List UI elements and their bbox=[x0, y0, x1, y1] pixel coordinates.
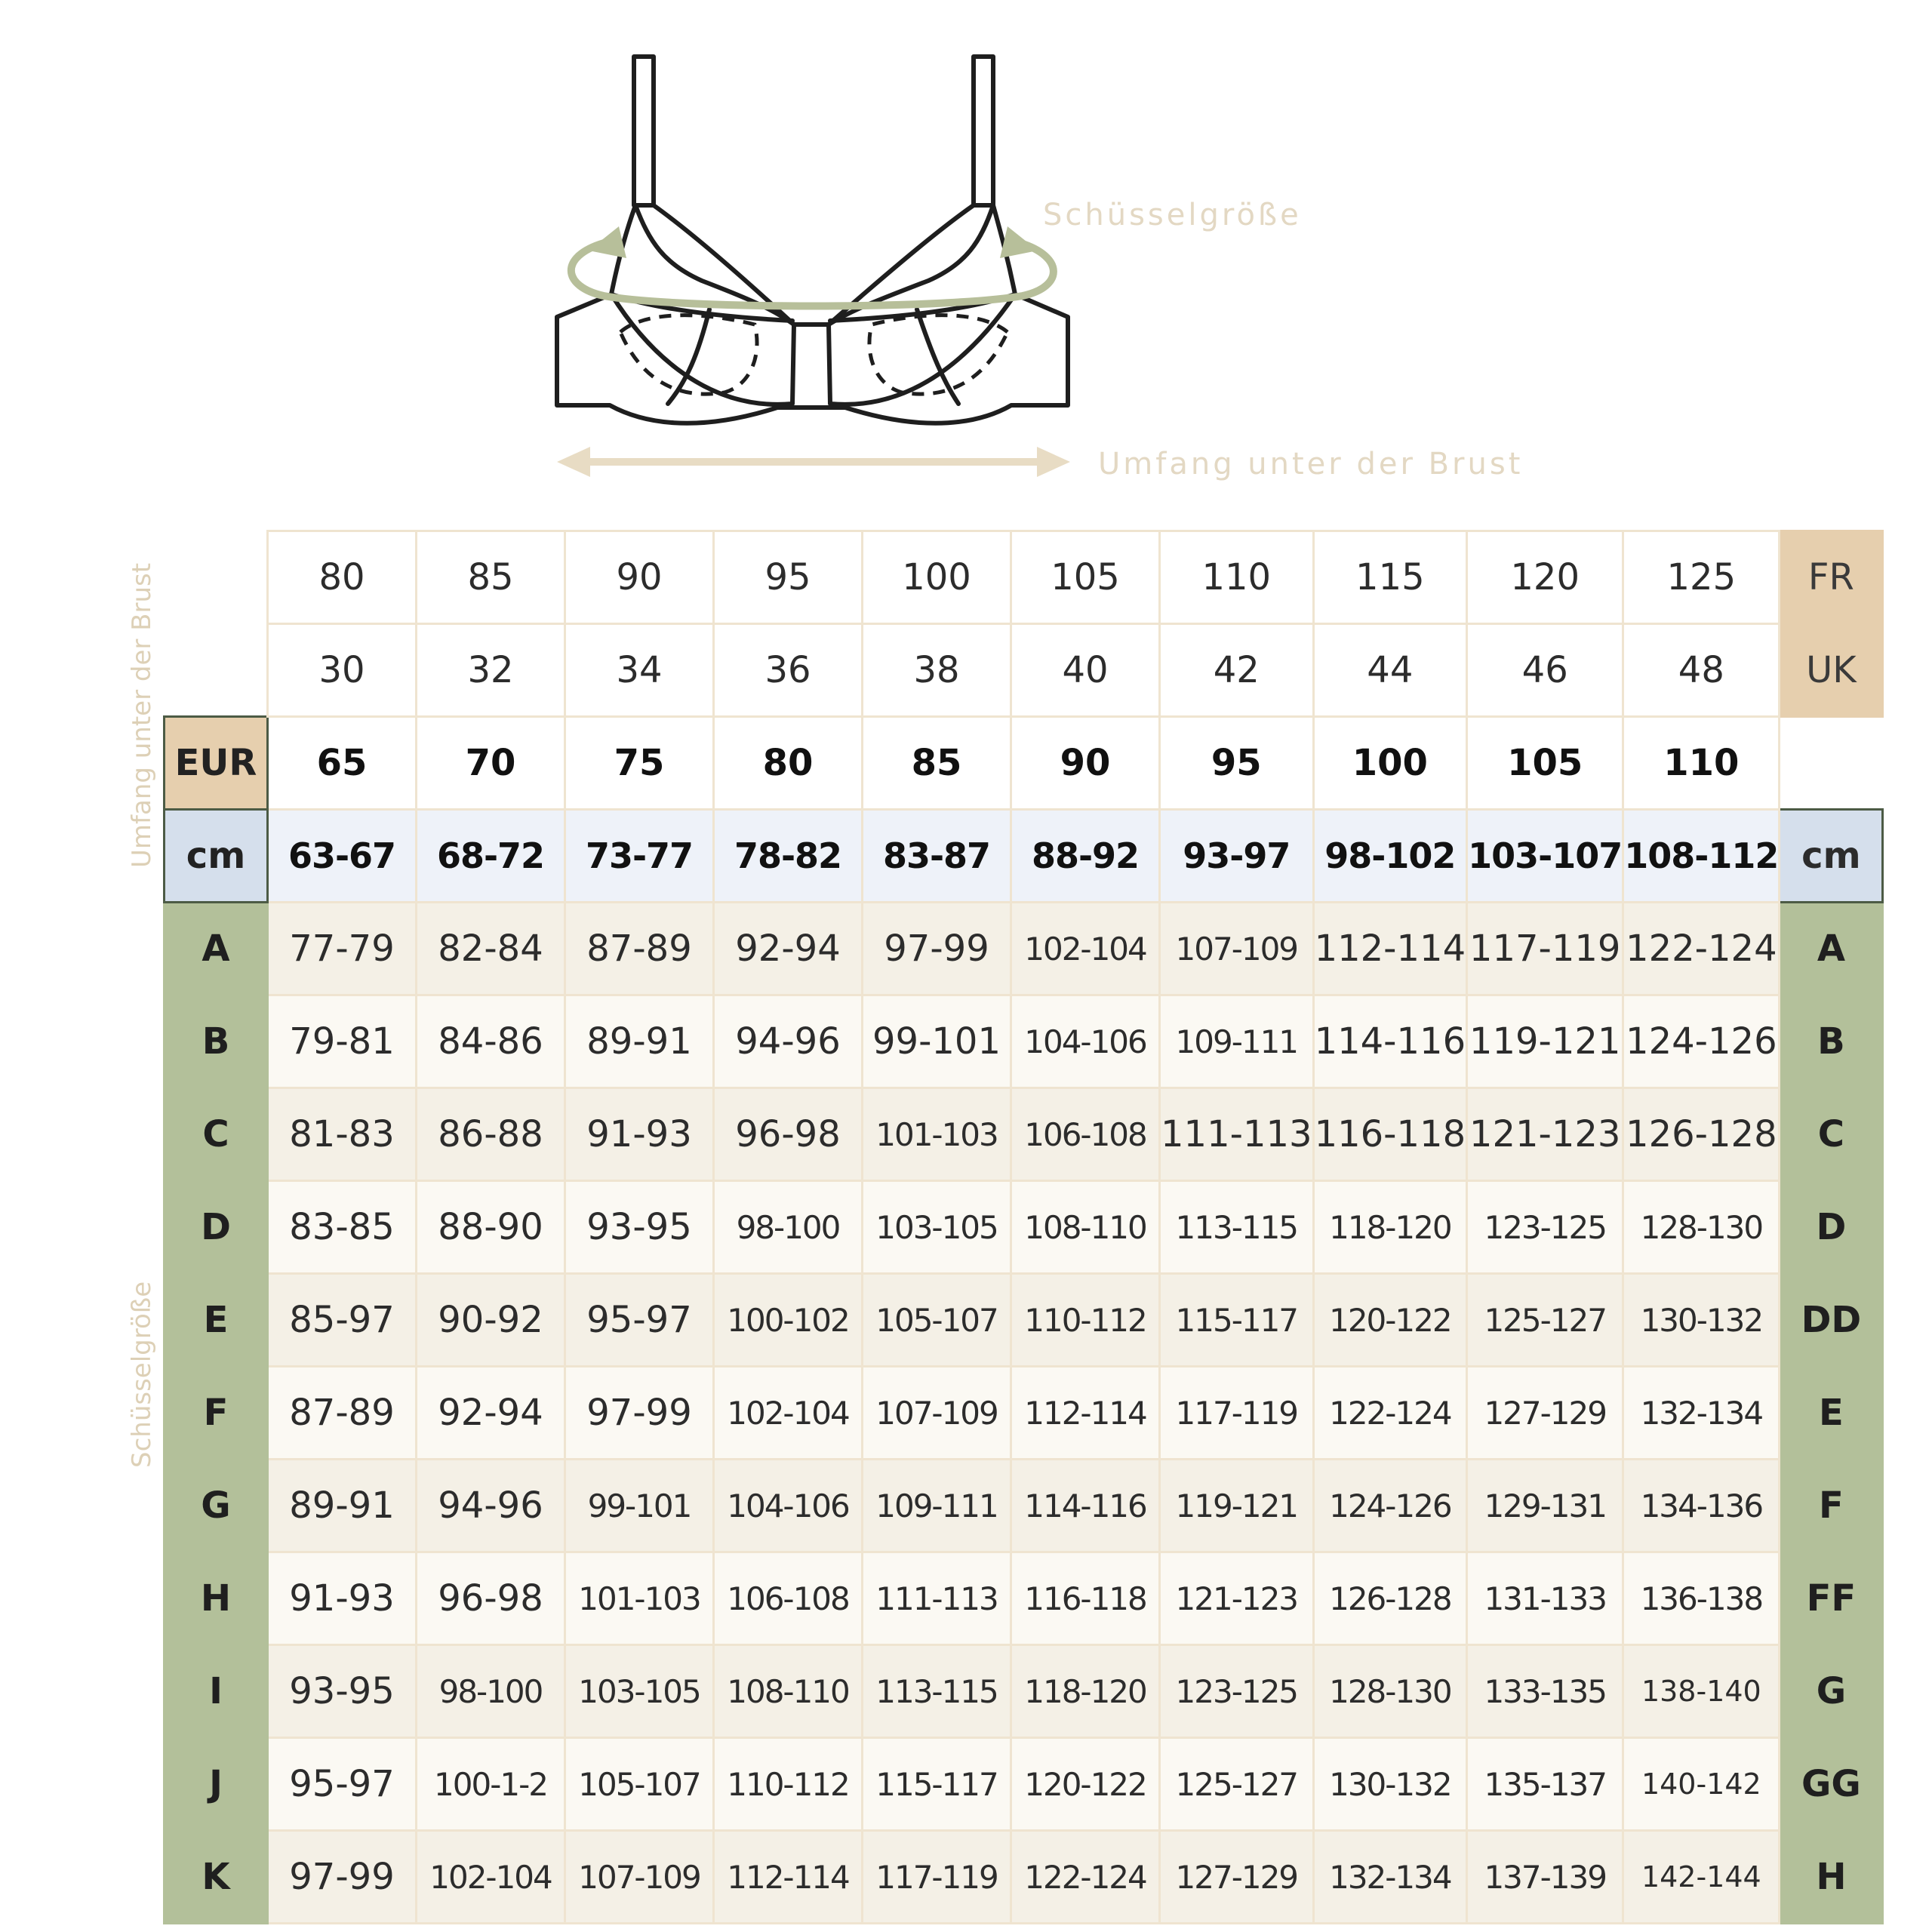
system-label-eur: EUR bbox=[165, 717, 268, 810]
table-row-eur bbox=[165, 717, 1883, 810]
table-cell: 116-118 bbox=[1011, 1552, 1160, 1645]
table-cell: 126-128 bbox=[1313, 1552, 1467, 1645]
table-cell: 98-100 bbox=[714, 1181, 863, 1274]
table-cell: 100 bbox=[1313, 717, 1467, 810]
table-row-cup-a bbox=[165, 903, 1883, 995]
table-cell: 110 bbox=[1160, 531, 1314, 624]
table-cell: 123-125 bbox=[1467, 1181, 1623, 1274]
table-row-cup-h bbox=[165, 1552, 1883, 1645]
table-cell: 96-98 bbox=[714, 1088, 863, 1181]
table-cell: 48 bbox=[1623, 624, 1780, 717]
table-cell: 138-140 bbox=[1623, 1645, 1780, 1738]
table-cell: 129-131 bbox=[1467, 1460, 1623, 1552]
table-row-cup-f bbox=[165, 1367, 1883, 1460]
table-cell: 121-123 bbox=[1467, 1088, 1623, 1181]
table-cell: 118-120 bbox=[1313, 1181, 1467, 1274]
system-label-cm: cm bbox=[165, 810, 268, 903]
table-cell: 137-139 bbox=[1467, 1831, 1623, 1924]
table-cell: 132-134 bbox=[1623, 1367, 1780, 1460]
table-cell: 135-137 bbox=[1467, 1738, 1623, 1831]
table-cell: 126-128 bbox=[1623, 1088, 1780, 1181]
table-cell: 98-100 bbox=[417, 1645, 565, 1738]
table-cell: 113-115 bbox=[1160, 1181, 1314, 1274]
table-cell: 100-1-2 bbox=[417, 1738, 565, 1831]
table-cell: 132-134 bbox=[1313, 1831, 1467, 1924]
table-cell: 105-107 bbox=[565, 1738, 714, 1831]
table-cell: 125 bbox=[1623, 531, 1780, 624]
blank-cell bbox=[165, 624, 268, 717]
table-cell: 81-83 bbox=[268, 1088, 417, 1181]
table-cell: 95-97 bbox=[268, 1738, 417, 1831]
table-cell: 119-121 bbox=[1467, 995, 1623, 1088]
table-cell: 75 bbox=[565, 717, 714, 810]
table-cell: 124-126 bbox=[1623, 995, 1780, 1088]
table-cell: 117-119 bbox=[1160, 1367, 1314, 1460]
cup-label-right: D bbox=[1780, 1181, 1883, 1274]
table-row-fr bbox=[165, 531, 1883, 624]
table-cell: 100-102 bbox=[714, 1274, 863, 1367]
table-cell: 83-87 bbox=[863, 810, 1011, 903]
table-cell: 87-89 bbox=[268, 1367, 417, 1460]
table-cell: 103-107 bbox=[1467, 810, 1623, 903]
table-cell: 93-95 bbox=[268, 1645, 417, 1738]
table-cell: 107-109 bbox=[863, 1367, 1011, 1460]
table-cell: 79-81 bbox=[268, 995, 417, 1088]
blank-cell bbox=[1780, 717, 1883, 810]
cup-label-right: E bbox=[1780, 1367, 1883, 1460]
table-cell: 142-144 bbox=[1623, 1831, 1780, 1924]
table-cell: 90 bbox=[1011, 717, 1160, 810]
table-cell: 95-97 bbox=[565, 1274, 714, 1367]
table-cell: 32 bbox=[417, 624, 565, 717]
table-cell: 97-99 bbox=[268, 1831, 417, 1924]
table-row-cup-i bbox=[165, 1645, 1883, 1738]
table-cell: 104-106 bbox=[714, 1460, 863, 1552]
table-cell: 89-91 bbox=[565, 995, 714, 1088]
table-cell: 84-86 bbox=[417, 995, 565, 1088]
table-cell: 107-109 bbox=[565, 1831, 714, 1924]
table-cell: 70 bbox=[417, 717, 565, 810]
table-cell: 94-96 bbox=[417, 1460, 565, 1552]
cup-label-left: E bbox=[165, 1274, 268, 1367]
cup-label-left: J bbox=[165, 1738, 268, 1831]
table-cell: 120-122 bbox=[1313, 1274, 1467, 1367]
table-cell: 86-88 bbox=[417, 1088, 565, 1181]
cup-label-left: H bbox=[165, 1552, 268, 1645]
table-cell: 92-94 bbox=[417, 1367, 565, 1460]
table-row-uk bbox=[165, 624, 1883, 717]
table-cell: 90-92 bbox=[417, 1274, 565, 1367]
table-cell: 117-119 bbox=[1467, 903, 1623, 995]
table-cell: 78-82 bbox=[714, 810, 863, 903]
table-cell: 134-136 bbox=[1623, 1460, 1780, 1552]
cup-label-left: F bbox=[165, 1367, 268, 1460]
table-cell: 128-130 bbox=[1623, 1181, 1780, 1274]
table-row-cup-d bbox=[165, 1181, 1883, 1274]
table-cell: 115-117 bbox=[863, 1738, 1011, 1831]
table-cell: 38 bbox=[863, 624, 1011, 717]
table-cell: 42 bbox=[1160, 624, 1314, 717]
system-label-cm-right: cm bbox=[1780, 810, 1883, 903]
table-cell: 85 bbox=[863, 717, 1011, 810]
system-label-fr: FR bbox=[1780, 531, 1883, 624]
cup-label-left: I bbox=[165, 1645, 268, 1738]
blank-cell bbox=[165, 531, 268, 624]
table-cell: 99-101 bbox=[565, 1460, 714, 1552]
table-cell: 98-102 bbox=[1313, 810, 1467, 903]
table-cell: 115-117 bbox=[1160, 1274, 1314, 1367]
table-cell: 103-105 bbox=[565, 1645, 714, 1738]
side-label-under-bust: Umfang unter der Brust bbox=[127, 562, 157, 868]
table-cell: 104-106 bbox=[1011, 995, 1160, 1088]
cup-label-left: K bbox=[165, 1831, 268, 1924]
table-cell: 122-124 bbox=[1011, 1831, 1160, 1924]
table-cell: 68-72 bbox=[417, 810, 565, 903]
table-cell: 95 bbox=[714, 531, 863, 624]
table-cell: 103-105 bbox=[863, 1181, 1011, 1274]
table-cell: 107-109 bbox=[1160, 903, 1314, 995]
cup-size-caption: Schüsselgröße bbox=[1043, 198, 1302, 232]
cup-label-right: DD bbox=[1780, 1274, 1883, 1367]
table-cell: 136-138 bbox=[1623, 1552, 1780, 1645]
table-cell: 34 bbox=[565, 624, 714, 717]
table-cell: 93-97 bbox=[1160, 810, 1314, 903]
table-cell: 105 bbox=[1467, 717, 1623, 810]
table-cell: 73-77 bbox=[565, 810, 714, 903]
table-cell: 89-91 bbox=[268, 1460, 417, 1552]
table-cell: 110-112 bbox=[714, 1738, 863, 1831]
table-row-cup-g bbox=[165, 1460, 1883, 1552]
cup-label-left: C bbox=[165, 1088, 268, 1181]
table-cell: 113-115 bbox=[863, 1645, 1011, 1738]
table-cell: 77-79 bbox=[268, 903, 417, 995]
table-cell: 116-118 bbox=[1313, 1088, 1467, 1181]
table-cell: 108-110 bbox=[1011, 1181, 1160, 1274]
table-cell: 108-110 bbox=[714, 1645, 863, 1738]
table-cell: 105-107 bbox=[863, 1274, 1011, 1367]
table-cell: 97-99 bbox=[863, 903, 1011, 995]
table-cell: 99-101 bbox=[863, 995, 1011, 1088]
table-cell: 91-93 bbox=[268, 1552, 417, 1645]
table-cell: 130-132 bbox=[1313, 1738, 1467, 1831]
table-cell: 124-126 bbox=[1313, 1460, 1467, 1552]
table-cell: 111-113 bbox=[1160, 1088, 1314, 1181]
bra-outline-icon bbox=[528, 45, 1358, 498]
table-row-cup-k bbox=[165, 1831, 1883, 1924]
table-cell: 46 bbox=[1467, 624, 1623, 717]
table-cell: 121-123 bbox=[1160, 1552, 1314, 1645]
under-bust-caption: Umfang unter der Brust bbox=[1098, 447, 1524, 481]
table-cell: 110-112 bbox=[1011, 1274, 1160, 1367]
cup-label-right: A bbox=[1780, 903, 1883, 995]
table-cell: 85 bbox=[417, 531, 565, 624]
table-cell: 120-122 bbox=[1011, 1738, 1160, 1831]
table-cell: 82-84 bbox=[417, 903, 565, 995]
table-row-cup-b bbox=[165, 995, 1883, 1088]
table-cell: 83-85 bbox=[268, 1181, 417, 1274]
table-cell: 91-93 bbox=[565, 1088, 714, 1181]
table-cell: 44 bbox=[1313, 624, 1467, 717]
table-cell: 101-103 bbox=[565, 1552, 714, 1645]
table-cell: 133-135 bbox=[1467, 1645, 1623, 1738]
cup-label-left: D bbox=[165, 1181, 268, 1274]
table-cell: 112-114 bbox=[714, 1831, 863, 1924]
table-cell: 102-104 bbox=[714, 1367, 863, 1460]
table-cell: 115 bbox=[1313, 531, 1467, 624]
table-cell: 87-89 bbox=[565, 903, 714, 995]
cup-label-right: GG bbox=[1780, 1738, 1883, 1831]
table-cell: 100 bbox=[863, 531, 1011, 624]
table-cell: 65 bbox=[268, 717, 417, 810]
cup-label-right: H bbox=[1780, 1831, 1883, 1924]
table-cell: 127-129 bbox=[1467, 1367, 1623, 1460]
table-cell: 97-99 bbox=[565, 1367, 714, 1460]
cup-label-left: B bbox=[165, 995, 268, 1088]
table-cell: 94-96 bbox=[714, 995, 863, 1088]
table-cell: 40 bbox=[1011, 624, 1160, 717]
table-cell: 119-121 bbox=[1160, 1460, 1314, 1552]
table-cell: 122-124 bbox=[1623, 903, 1780, 995]
table-cell: 101-103 bbox=[863, 1088, 1011, 1181]
cup-label-right: FF bbox=[1780, 1552, 1883, 1645]
table-row-cm bbox=[165, 810, 1883, 903]
table-cell: 105 bbox=[1011, 531, 1160, 624]
table-cell: 96-98 bbox=[417, 1552, 565, 1645]
cup-label-left: A bbox=[165, 903, 268, 995]
table-cell: 36 bbox=[714, 624, 863, 717]
table-cell: 80 bbox=[268, 531, 417, 624]
table-cell: 80 bbox=[714, 717, 863, 810]
cup-label-right: G bbox=[1780, 1645, 1883, 1738]
table-cell: 30 bbox=[268, 624, 417, 717]
table-row-cup-e bbox=[165, 1274, 1883, 1367]
cup-label-left: G bbox=[165, 1460, 268, 1552]
table-cell: 131-133 bbox=[1467, 1552, 1623, 1645]
table-cell: 85-97 bbox=[268, 1274, 417, 1367]
table-cell: 106-108 bbox=[1011, 1088, 1160, 1181]
system-label-uk: UK bbox=[1780, 624, 1883, 717]
table-cell: 63-67 bbox=[268, 810, 417, 903]
table-cell: 111-113 bbox=[863, 1552, 1011, 1645]
table-cell: 114-116 bbox=[1313, 995, 1467, 1088]
table-cell: 109-111 bbox=[1160, 995, 1314, 1088]
table-cell: 106-108 bbox=[714, 1552, 863, 1645]
table-cell: 88-92 bbox=[1011, 810, 1160, 903]
table-cell: 127-129 bbox=[1160, 1831, 1314, 1924]
side-label-cup-size: Schüsselgröße bbox=[127, 1281, 157, 1468]
table-cell: 125-127 bbox=[1467, 1274, 1623, 1367]
table-cell: 108-112 bbox=[1623, 810, 1780, 903]
table-cell: 102-104 bbox=[1011, 903, 1160, 995]
cup-label-right: F bbox=[1780, 1460, 1883, 1552]
table-cell: 123-125 bbox=[1160, 1645, 1314, 1738]
table-cell: 114-116 bbox=[1011, 1460, 1160, 1552]
table-cell: 92-94 bbox=[714, 903, 863, 995]
table-cell: 118-120 bbox=[1011, 1645, 1160, 1738]
table-cell: 112-114 bbox=[1011, 1367, 1160, 1460]
table-cell: 120 bbox=[1467, 531, 1623, 624]
table-cell: 93-95 bbox=[565, 1181, 714, 1274]
table-row-cup-j bbox=[165, 1738, 1883, 1831]
table-cell: 130-132 bbox=[1623, 1274, 1780, 1367]
table-cell: 125-127 bbox=[1160, 1738, 1314, 1831]
table-cell: 109-111 bbox=[863, 1460, 1011, 1552]
table-row-cup-c bbox=[165, 1088, 1883, 1181]
double-arrow-icon bbox=[557, 447, 1070, 477]
table-cell: 90 bbox=[565, 531, 714, 624]
cup-label-right: C bbox=[1780, 1088, 1883, 1181]
table-cell: 112-114 bbox=[1313, 903, 1467, 995]
table-cell: 88-90 bbox=[417, 1181, 565, 1274]
table-cell: 95 bbox=[1160, 717, 1314, 810]
table-cell: 128-130 bbox=[1313, 1645, 1467, 1738]
table-cell: 117-119 bbox=[863, 1831, 1011, 1924]
table-cell: 102-104 bbox=[417, 1831, 565, 1924]
cup-label-right: B bbox=[1780, 995, 1883, 1088]
size-table bbox=[163, 530, 1884, 1924]
table-cell: 122-124 bbox=[1313, 1367, 1467, 1460]
table-cell: 140-142 bbox=[1623, 1738, 1780, 1831]
table-cell: 110 bbox=[1623, 717, 1780, 810]
